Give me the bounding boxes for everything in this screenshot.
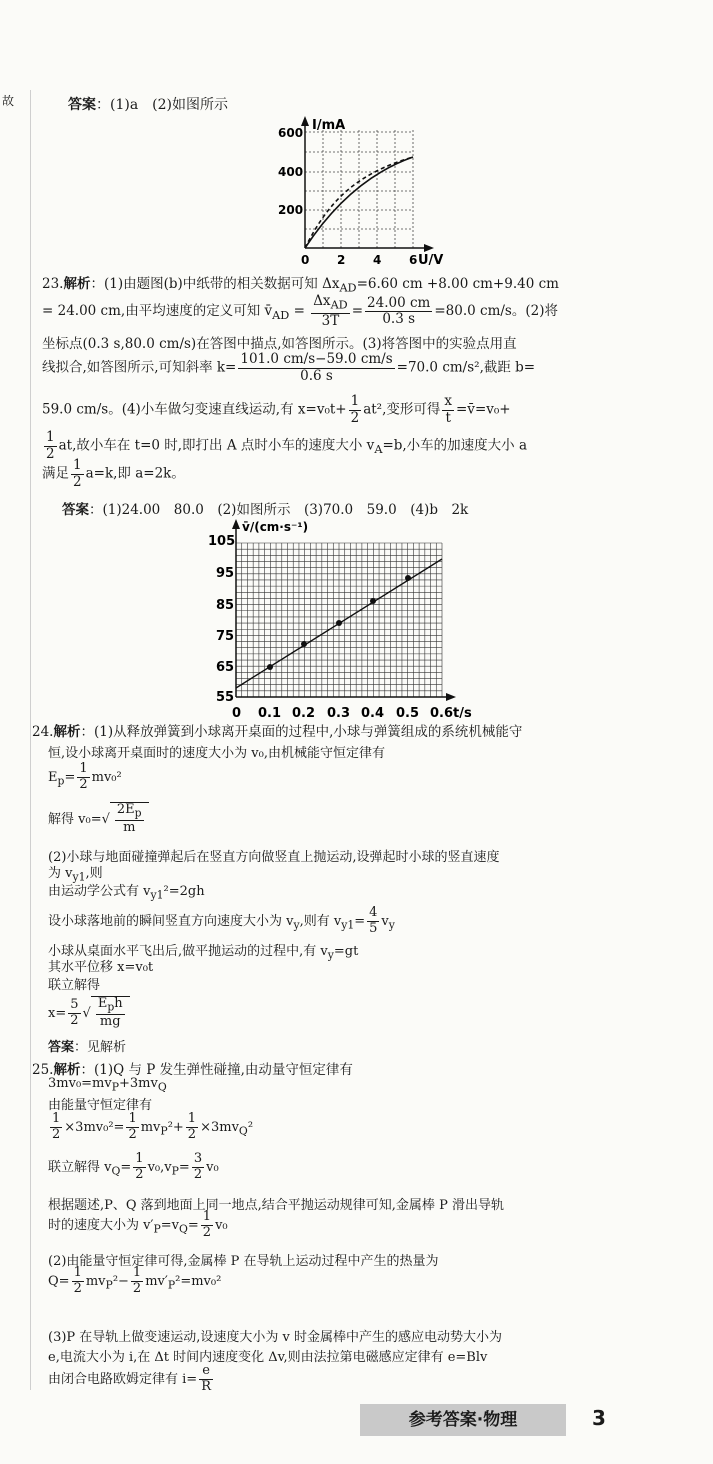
q23-text: 线拟合,如答图所示,可知斜率 k= [42, 359, 237, 376]
q25-text: ²=mv₀² [175, 1273, 222, 1289]
graph2-xtick: 0.3 [327, 706, 351, 721]
q24-text: 小球从桌面水平飞出后,做平抛运动的过程中,有 v [48, 944, 328, 959]
sqrt [110, 802, 149, 836]
fraction [72, 1266, 84, 1297]
frac-den: 2 [132, 1280, 142, 1296]
answer-label: 答案 [62, 502, 89, 518]
sub: Q [238, 1124, 248, 1138]
q24-text: ：(1)从释放弹簧到小球离开桌面的过程中,小球与弹簧组成的系统机械能守 [80, 724, 523, 740]
frac-num: E [97, 996, 108, 1011]
graph2-ytick: 85 [216, 598, 235, 613]
frac-num: 1 [350, 393, 360, 409]
graph2-xtick: 0.1 [258, 706, 282, 721]
fraction [77, 762, 89, 793]
frac-den: 2 [46, 445, 55, 462]
sub: AD [272, 308, 290, 322]
q25-line7: (3)P 在导轨上做变速运动,设速度大小为 v 时金属棒中产生的感应电动势大小为 [48, 1330, 503, 1345]
graph2-xtick: 0.6 [430, 706, 454, 721]
graph2-y-arrow [232, 519, 240, 529]
frac-den: 3T [321, 312, 340, 329]
sub: AD [330, 298, 348, 312]
q24-text: 由运动学公式有 v [48, 884, 151, 899]
fraction [349, 394, 362, 426]
sub: y [388, 918, 395, 932]
q24-text: 为 v [48, 866, 73, 881]
frac-num: 1 [202, 1209, 212, 1224]
page-number: 3 [592, 1406, 606, 1430]
q23-text: = 24.00 cm,由平均速度的定义可知 v̄ [42, 303, 273, 320]
frac-num: 5 [70, 997, 79, 1013]
graph2-data-point [370, 598, 376, 604]
q24-line5 [48, 880, 205, 902]
q25-text: ×3mv [200, 1119, 239, 1135]
sub: y1 [341, 918, 355, 932]
q25-line2 [48, 1076, 167, 1094]
q24-eq1 [48, 762, 122, 793]
frac-num: 1 [52, 1111, 61, 1126]
q24-num: 24. [32, 724, 54, 740]
q24-text: mv₀² [91, 769, 122, 785]
graph2-xlabel: t/s [453, 706, 472, 721]
graph2-x-arrow [446, 693, 456, 701]
q24-text: = [354, 913, 366, 929]
sub: P [153, 1222, 161, 1236]
frac-den: 2 [202, 1224, 212, 1240]
graph2-data-point [267, 664, 273, 670]
fraction [238, 352, 394, 384]
frac-num: e [199, 1364, 213, 1380]
q23-text: =80.0 cm/s。(2)将 [434, 303, 558, 320]
frac-den: 2 [135, 1166, 144, 1182]
graph2-xtick: 0.4 [361, 706, 385, 721]
q23-text: 59.0 cm/s。(4)小车做匀变速直线运动,有 x=v₀t+ [42, 401, 347, 418]
q24-text: ,则 [85, 866, 103, 881]
graph1-ytick: 200 [278, 203, 304, 217]
q25-line4: 根据题述,P、Q 落到地面上同一地点,结合平抛运动规律可知,金属棒 P 滑出导轨 [48, 1198, 504, 1213]
graph2-xtick: 0.2 [292, 706, 316, 721]
answer-24 [48, 1036, 126, 1055]
q24-text: ,则有 v [299, 913, 342, 929]
q25-text: 3mv₀=mv [48, 1076, 112, 1091]
q23-text: = [289, 303, 310, 320]
q25-text: =v [160, 1217, 179, 1233]
frac-den: 2 [73, 473, 82, 490]
fraction [199, 1364, 213, 1395]
q23-text: =b,小车的加速度大小 a [382, 437, 528, 454]
q25-text: 时的速度大小为 v′ [48, 1217, 154, 1233]
fraction [96, 997, 125, 1030]
graph1-xlabel: U/V [418, 253, 444, 268]
graph2-ytick: 65 [216, 660, 235, 675]
frac-num: x [444, 393, 452, 409]
q25-line5 [48, 1210, 228, 1241]
fraction [367, 906, 379, 937]
graph1-xtick: 6 [409, 253, 418, 267]
frac-den: t [445, 409, 451, 426]
q25-text: = [187, 1217, 199, 1233]
sub: P [171, 1164, 179, 1178]
q25-text: +3mv [119, 1076, 158, 1091]
q25-text: mv [85, 1273, 106, 1289]
fraction [133, 1152, 145, 1183]
graph2-ytick: 55 [216, 690, 235, 705]
q23-text: at²,变形可得 [363, 401, 441, 418]
q25-num: 25. [32, 1062, 54, 1078]
q24-line8: 其水平位移 x=v₀t [48, 960, 154, 975]
graph2-ytick: 75 [216, 629, 235, 644]
q25-eq3 [48, 1266, 221, 1297]
q25-text: ² [247, 1119, 254, 1135]
q24-text: 解得 v₀= [48, 811, 102, 827]
frac-den: 0.6 s [300, 367, 333, 384]
margin-char: 故 [2, 94, 15, 108]
q25-text: mv [140, 1119, 161, 1135]
q23-label: 解析 [63, 276, 91, 292]
q24-text: v [381, 913, 389, 929]
sub: p [134, 806, 142, 820]
q25-text: 由闭合电路欧姆定律有 i= [48, 1371, 198, 1387]
sub: A [374, 443, 383, 457]
frac-den: 2 [79, 776, 88, 792]
answer-text: ：(1)a (2)如图所示 [96, 97, 229, 113]
frac-num: 1 [79, 761, 88, 776]
frac-num: 4 [369, 905, 378, 920]
q23-line2: = 24.00 cm,由平均速度的定义可知 $v̄_{AD}$ = $\frac{\Delta x_{AD}}{3T}$ = $\frac{24.00 cm}{0.3 s}$ =80.0 cm/s。(2)将 [42, 293, 558, 329]
frac-num: 1 [128, 1111, 137, 1126]
frac-num: h [114, 996, 123, 1011]
q23-text: =70.0 cm/s²,截距 b= [396, 359, 536, 376]
frac-num: 3 [193, 1151, 203, 1166]
q25-text: = [178, 1159, 190, 1175]
fraction [201, 1210, 213, 1241]
fraction [50, 1112, 62, 1143]
frac-num: 1 [46, 429, 55, 445]
q25-text: ：(1)Q 与 P 发生弹性碰撞,由动量守恒定律有 [80, 1062, 353, 1078]
frac-den: 2 [187, 1126, 197, 1142]
graph1-x-arrow [424, 244, 434, 252]
frac-num: 2E [116, 802, 135, 817]
q25-text: = [120, 1159, 132, 1175]
q24-line9: 联立解得 [48, 978, 101, 993]
q23-line1 [42, 272, 559, 295]
q25-line8: e,电流大小为 i,在 Δt 时间内速度变化 Δv,则由法拉第电磁感应定律有 e=Blv [48, 1350, 488, 1365]
frac-den: mg [99, 1014, 121, 1030]
graph1-y-arrow [301, 116, 309, 126]
frac-num: 1 [73, 1265, 82, 1280]
frac-den: 2 [128, 1126, 137, 1142]
q25-text: ²− [112, 1273, 129, 1289]
graph1-xtick: 0 [301, 253, 310, 267]
fraction [126, 1112, 138, 1143]
q25-label: 解析 [53, 1062, 81, 1078]
answer-text: ：见解析 [74, 1040, 127, 1055]
graph2-data-point [405, 575, 411, 581]
graph1-ytick: 600 [278, 126, 304, 140]
sub: Q [157, 1080, 167, 1094]
q25-line3: 由能量守恒定律有 [48, 1098, 153, 1113]
sub: y [327, 948, 334, 962]
sub: Q [111, 1164, 121, 1178]
frac-den: R [201, 1378, 211, 1394]
fraction [365, 296, 432, 328]
q23-text: a=k,即 a=2k。 [85, 465, 185, 482]
frac-den: 2 [52, 1126, 61, 1142]
graph1-xtick: 4 [373, 253, 382, 267]
sub: y1 [72, 870, 86, 884]
frac-den: 0.3 s [382, 311, 416, 328]
q23-text: ：(1)由题图(b)中纸带的相关数据可知 Δx [90, 276, 340, 292]
graph2-data-point [336, 620, 342, 626]
q24-text: =gt [333, 944, 359, 959]
answer-label: 答案 [68, 97, 96, 113]
answer-label: 答案 [48, 1040, 75, 1055]
answer-22 [68, 94, 228, 114]
graph-iv-curve [270, 112, 450, 268]
q25-text: 联立解得 v [48, 1159, 112, 1175]
q25-eq2 [48, 1152, 219, 1183]
sub: P [111, 1080, 120, 1094]
frac-num: 1 [187, 1111, 197, 1126]
sub: y [293, 918, 300, 932]
graph2-ytick: 95 [216, 566, 235, 581]
graph2-data-point [301, 641, 307, 647]
q25-text: mv′ [145, 1273, 168, 1289]
sqrt [91, 996, 130, 1030]
graph1-xtick: 2 [337, 253, 346, 267]
sub: P [167, 1278, 176, 1292]
q24-eq3: x= $\frac{5}{2}$ √ $\frac{E_ph}{mg}$ [48, 996, 130, 1030]
sub: P [105, 1278, 113, 1292]
q25-text: ×3mv₀²= [64, 1119, 125, 1135]
sub: p [57, 774, 65, 788]
q23-text: at,故小车在 t=0 时,即打出 A 点时小车的速度大小 v [58, 437, 375, 454]
q23-line7 [42, 458, 185, 490]
q23-text: 满足 [42, 465, 69, 482]
answer-text: ：(1)24.00 80.0 (2)如图所示 (3)70.0 59.0 (4)b 2k [89, 502, 469, 518]
q23-num: 23. [42, 276, 64, 292]
frac-den: 2 [350, 409, 360, 426]
footer-title: 参考答案·物理 [360, 1404, 566, 1436]
frac-num: 101.0 cm/s−59.0 cm/s [240, 351, 393, 367]
q25-text: v₀ [215, 1217, 228, 1233]
graph-velocity-time [200, 515, 490, 727]
q24-line2: 恒,设小球离开桌面时的速度大小为 v₀,由机械能守恒定律有 [48, 746, 385, 761]
q24-label: 解析 [53, 724, 81, 740]
sub: y1 [150, 888, 164, 902]
q25-line1 [32, 1058, 353, 1078]
sub: P [160, 1124, 168, 1138]
frac-num: 1 [73, 457, 82, 473]
frac-num: 1 [135, 1151, 144, 1166]
graph2-ylabel: v̄/(cm·s⁻¹) [242, 520, 309, 534]
fraction [71, 458, 84, 490]
fraction [311, 294, 350, 329]
frac-den: 2 [73, 1280, 82, 1296]
q25-text: v₀ [206, 1159, 219, 1175]
frac-num: 1 [132, 1265, 142, 1280]
sub: p [107, 1000, 115, 1014]
graph1-ytick: 400 [278, 165, 304, 179]
frac-num: 24.00 cm [367, 294, 431, 311]
sub: AD [339, 281, 357, 295]
q24-text: ²=2gh [163, 884, 205, 899]
q24-line6 [48, 906, 395, 937]
q23-text: =v̄=v₀+ [456, 401, 511, 418]
q23-line5 [42, 394, 511, 426]
fraction [186, 1112, 198, 1143]
frac-den: 5 [369, 920, 378, 936]
q24-line3: (2)小球与地面碰撞弹起后在竖直方向做竖直上抛运动,设弹起时小球的竖直速度 [48, 850, 500, 865]
q25-line6: (2)由能量守恒定律可得,金属棒 P 在导轨上运动过程中产生的热量为 [48, 1254, 439, 1269]
q24-line1 [32, 720, 522, 740]
graph2-xtick: 0 [232, 706, 242, 721]
graph2-xtick: 0.5 [396, 706, 420, 721]
fraction [131, 1266, 143, 1297]
graph1-grid [305, 130, 413, 248]
sub: Q [178, 1222, 188, 1236]
fraction [115, 803, 144, 836]
fraction [192, 1152, 204, 1183]
frac-den: m [123, 820, 136, 836]
q25-text: v₀,v [147, 1159, 172, 1175]
q23-line3: 坐标点(0.3 s,80.0 cm/s)在答图中描点,如答图所示。(3)将答图中的实验点用直 [42, 336, 517, 352]
q24-text: x= [48, 1005, 67, 1021]
q24-eq2: 解得 v₀=√ $\frac{2E_p}{m}$ [48, 802, 149, 836]
q25-line9 [48, 1364, 215, 1395]
frac-den: 2 [70, 1012, 79, 1028]
q24-text: 设小球落地前的瞬间竖直方向速度大小为 v [48, 913, 294, 929]
q24-text: = [64, 769, 76, 785]
q25-eq1 [48, 1112, 253, 1143]
q24-text: E [48, 769, 58, 785]
q25-text: Q= [48, 1273, 70, 1289]
fraction [442, 394, 454, 426]
frac-den: 2 [193, 1166, 203, 1182]
graph2-ytick: 105 [208, 534, 236, 549]
frac-num: Δx [313, 293, 331, 309]
q25-text: ²+ [167, 1119, 184, 1135]
q23-text: =6.60 cm +8.00 cm+9.40 cm [356, 276, 559, 292]
q23-line4 [42, 352, 535, 384]
graph1-ylabel: I/mA [312, 118, 346, 133]
fraction [68, 998, 80, 1029]
margin-rule [30, 90, 31, 1390]
